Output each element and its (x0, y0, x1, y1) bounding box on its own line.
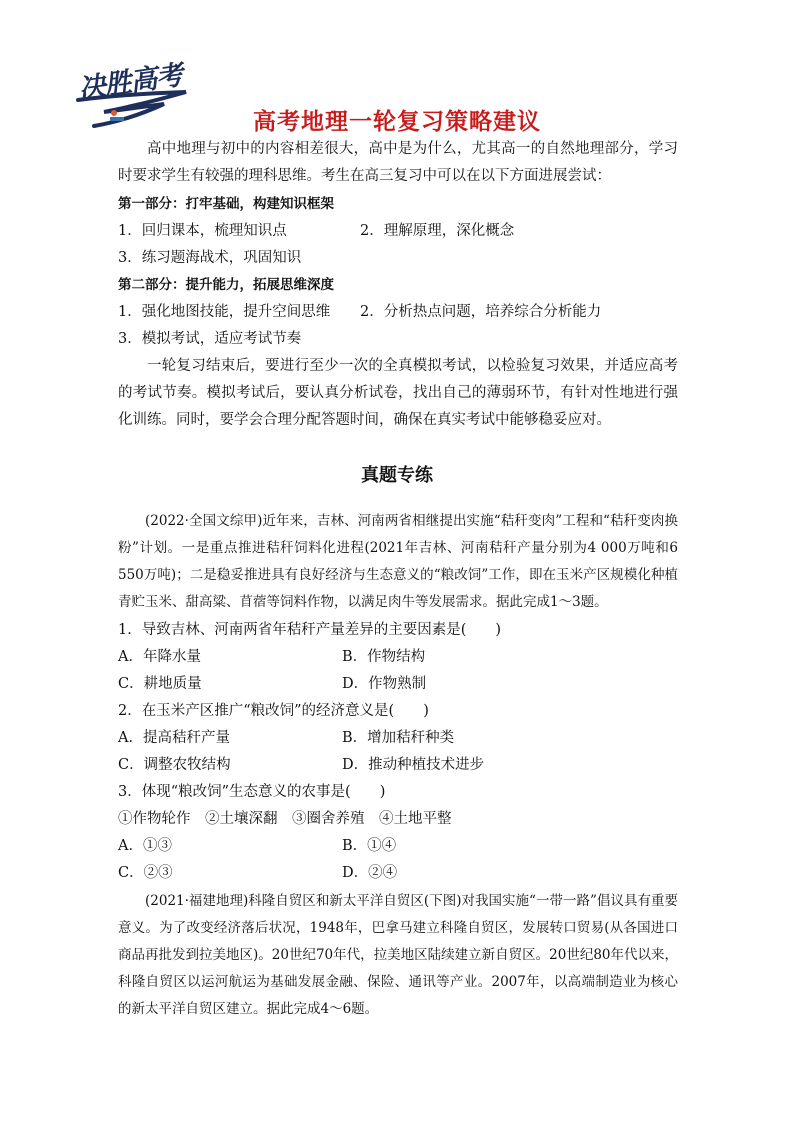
question-3-option-b: B．①④ (342, 838, 397, 854)
question-1-option-c: C．耕地质量 (118, 676, 202, 692)
logo-text: 决胜高考 (76, 59, 185, 106)
question-2-option-b: B．增加秸秆种类 (342, 730, 455, 746)
question-3-option-c: C．②③ (118, 865, 173, 881)
question-1-stem: 1．导致吉林、河南两省年秸秆产量差异的主要因素是( ) (118, 622, 502, 638)
part2-item-1: 1．强化地图技能，提升空间思维 (118, 304, 331, 320)
part2-heading: 第二部分：提升能力，拓展思维深度 (118, 277, 334, 293)
question-2-option-d: D．推动种植技术进步 (342, 757, 485, 773)
question-1-option-d: D．作物熟制 (342, 676, 427, 692)
question-3-option-a: A．①③ (118, 838, 172, 854)
question-2-option-c: C．调整农牧结构 (118, 757, 231, 773)
summary-paragraph: 一轮复习结束后，要进行至少一次的全真模拟考试，以检验复习效果，并适应高考的考试节奏。模拟考试后，要认真分析试卷，找出自己的薄弱环节，有针对性地进行强化训练。同时，要学会合理分配答题时间，确保在真实考试中能够稳妥应对。 (118, 358, 678, 428)
part1-item-2: 2．理解原理，深化概念 (360, 223, 515, 239)
part2-item-2: 2．分析热点问题，培养综合分析能力 (360, 304, 602, 320)
passage-2: (2021·福建地理)科隆自贸区和新太平洋自贸区(下图)对我国实施“一带一路”倡议具有重要意义。为了改变经济落后状况，1948年，巴拿马建立科隆自贸区，发展转口贸易(从各国进口商品再批发到拉美地区)。20世纪70年代，拉美地区陆续建立新自贸区。20世纪80年代以来，科隆自贸区以运河航运为基础发展金融、保险、通讯等产业。2007年，以高端制造业为核心的新太平洋自贸区建立。据此完成4～6题。 (118, 893, 678, 1017)
question-1-option-a: A．年降水量 (118, 649, 201, 665)
passage-1: (2022·全国文综甲)近年来，吉林、河南两省相继提出实施“秸秆变肉”工程和“秸秆变肉换粉”计划。一是重点推进秸秆饲料化进程(2021年吉林、河南秸秆产量分别为4 000万吨和6 550万吨)；二是稳妥推进具有良好经济与生态意义的“粮改饲”工作，即在玉米产区规模化种植青贮玉米、甜高粱、苜蓿等饲料作物，以满足肉牛等发展需求。据此完成1～3题。 (118, 513, 678, 610)
question-2-option-a: A．提高秸秆产量 (118, 730, 230, 746)
part1-heading: 第一部分：打牢基础，构建知识框架 (118, 196, 334, 212)
part1-item-1: 1．回归课本，梳理知识点 (118, 223, 287, 239)
section-title: 真题专练 (361, 465, 433, 486)
question-3-option-d: D．②④ (342, 865, 398, 881)
question-1-option-b: B．作物结构 (342, 649, 426, 665)
part2-item-3: 3．模拟考试，适应考试节奏 (118, 331, 302, 347)
part1-item-3: 3．练习题海战术，巩固知识 (118, 250, 302, 266)
question-3-choices: ①作物轮作 ②土壤深翻 ③圈舍养殖 ④土地平整 (118, 811, 452, 827)
question-2-stem: 2．在玉米产区推广“粮改饲”的经济意义是( ) (118, 703, 429, 719)
question-3-stem: 3．体现“粮改饲”生态意义的农事是( ) (118, 784, 386, 800)
page-title: 高考地理一轮复习策略建议 (253, 109, 541, 135)
intro-paragraph: 高中地理与初中的内容相差很大，高中是为什么，尤其高一的自然地理部分，学习时要求学生有较强的理科思维。考生在高三复习中可以在以下方面进展尝试： (118, 141, 678, 184)
